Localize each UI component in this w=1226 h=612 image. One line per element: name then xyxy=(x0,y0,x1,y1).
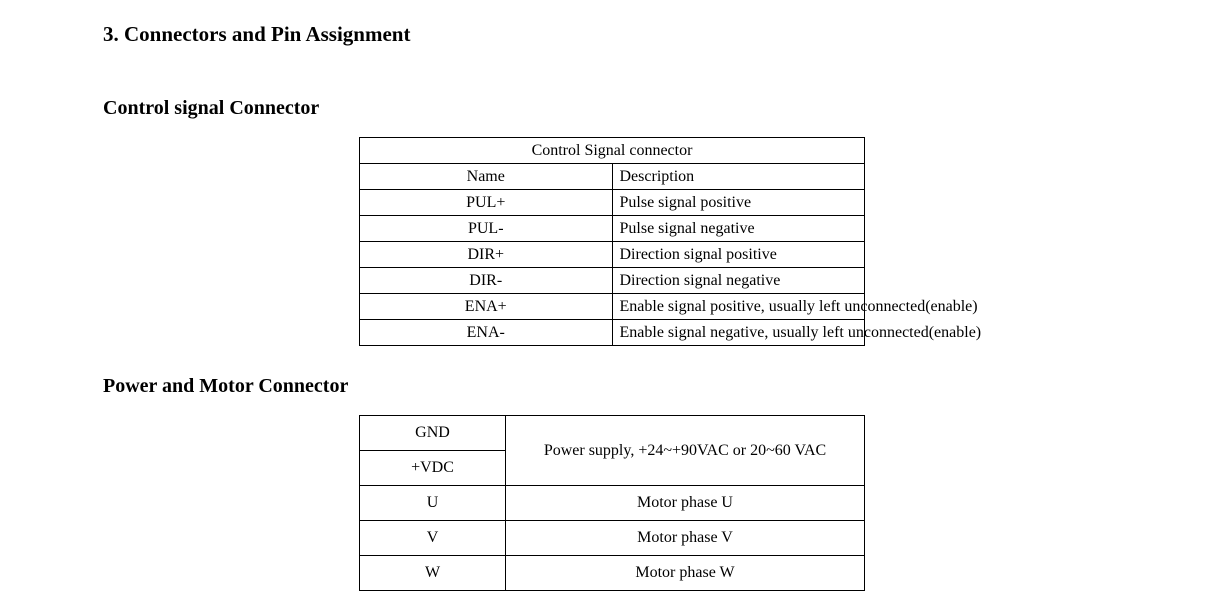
table-caption: Control Signal connector xyxy=(360,138,865,164)
table-row xyxy=(360,190,865,216)
control-connector-heading: Control signal Connector xyxy=(103,97,320,119)
pin-name: U xyxy=(360,486,506,521)
table-header-row xyxy=(360,164,865,190)
pin-description: Motor phase W xyxy=(506,556,865,591)
pin-name: GND xyxy=(360,416,506,451)
power-supply-description: Power supply, +24~+90VAC or 20~60 VAC xyxy=(506,416,865,486)
table-row xyxy=(360,242,865,268)
signal-name: ENA+ xyxy=(360,294,613,320)
table-row xyxy=(360,486,865,521)
table-row xyxy=(360,268,865,294)
signal-name: PUL- xyxy=(360,216,613,242)
signal-description: Enable signal negative, usually left unconnected(enable) xyxy=(612,320,865,346)
table-row xyxy=(360,556,865,591)
power-motor-connector-heading: Power and Motor Connector xyxy=(103,375,349,397)
column-header-name: Name xyxy=(360,164,613,190)
power-motor-table xyxy=(359,415,865,591)
table-caption-row xyxy=(360,138,865,164)
table-row xyxy=(360,521,865,556)
signal-name: ENA- xyxy=(360,320,613,346)
signal-name: PUL+ xyxy=(360,190,613,216)
pin-name: +VDC xyxy=(360,451,506,486)
signal-name: DIR- xyxy=(360,268,613,294)
pin-name: V xyxy=(360,521,506,556)
table-row xyxy=(360,216,865,242)
signal-name: DIR+ xyxy=(360,242,613,268)
signal-description: Direction signal positive xyxy=(612,242,865,268)
pin-description: Motor phase U xyxy=(506,486,865,521)
column-header-description: Description xyxy=(612,164,865,190)
signal-description: Enable signal positive, usually left unconnected(enable) xyxy=(612,294,865,320)
pin-description: Motor phase V xyxy=(506,521,865,556)
pin-name: W xyxy=(360,556,506,591)
section-title: 3. Connectors and Pin Assignment xyxy=(103,22,411,46)
signal-description: Direction signal negative xyxy=(612,268,865,294)
table-row xyxy=(360,294,865,320)
signal-description: Pulse signal negative xyxy=(612,216,865,242)
signal-description: Pulse signal positive xyxy=(612,190,865,216)
control-signal-table xyxy=(359,137,982,346)
table-row xyxy=(360,320,865,346)
table-row xyxy=(360,416,865,451)
